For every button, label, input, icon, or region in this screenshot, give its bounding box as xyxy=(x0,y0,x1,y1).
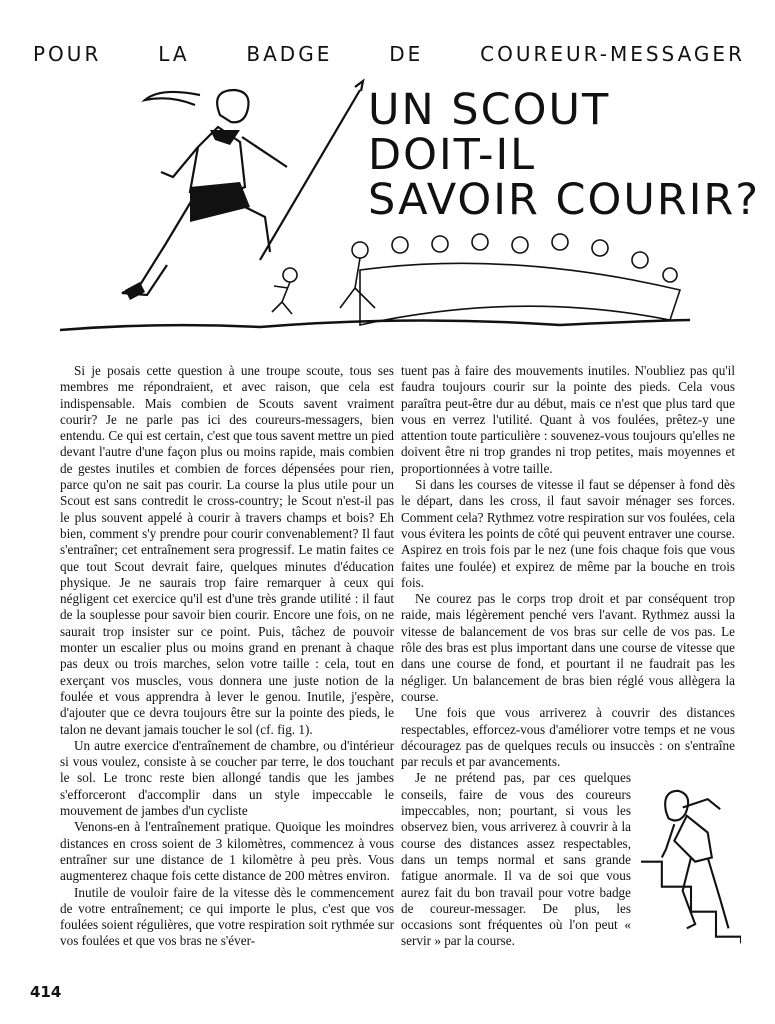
title-line: DOIT-IL xyxy=(368,130,537,180)
paragraph: Venons-en à l'entraînement pratique. Quoique les moindres distances en cross soient de 3 kilomètres, commencez à vous entraîner sur une distance de 1 kilomètre à peu près. Vous augmenterez chaque fois cette distance de 200 mètres environ. xyxy=(60,819,394,884)
header-word: DE xyxy=(389,42,424,66)
paragraph: Ne courez pas le corps trop droit et par conséquent trop raide, mais légèrement penché vers l'avant. Rythmez aussi la vitesse de balancement de vos bras sur celle de vos pas. Le rôle des bras est plus important dans une course de vitesse que dans une course de fond, et pourtant il ne faudrait pas les négliger. Un balancement de bras bien réglé vous allègera la course. xyxy=(401,591,735,704)
header-word: COUREUR-MESSAGER xyxy=(480,42,745,66)
running-crowd-illustration xyxy=(60,230,710,340)
title-line: UN SCOUT xyxy=(368,85,611,135)
article-column-right xyxy=(401,363,735,970)
header-word: LA xyxy=(158,42,190,66)
paragraph: Une fois que vous arriverez à couvrir des distances respectables, efforcez-vous d'améliorer votre temps et ne vous découragez pas de quelques reculs ou insuccès : on s'entraîne par reculs et par avancements. xyxy=(401,705,735,770)
header-word: POUR xyxy=(33,42,102,66)
paragraph: Un autre exercice d'entraînement de chambre, ou d'intérieur si vous voulez, consiste à se coucher par terre, le dos touchant le sol. Le tronc reste bien allongé tandis que les jambes s'efforceront d'accomplir dans un style impeccable le mouvement de jambes d'un cycliste xyxy=(60,737,394,819)
title-line: SAVOIR COURIR? xyxy=(368,175,761,225)
paragraph: Inutile de vouloir faire de la vitesse dès le commencement de votre entraînement; ce qui importe le plus, c'est que vos foulées soient régulières, que votre respiration soit rythmée sur vos foulées et que vos bras ne s'éver- xyxy=(60,884,394,949)
article-column-left xyxy=(60,363,394,950)
paragraph: Si je posais cette question à une troupe scoute, tous ses membres me répondraient, et avec raison, que cela est indispensable. Mais combien de Scouts savent vraiment courir? Je ne parle pas ici des coureurs-messagers, bien entendu. Ce qui est certain, c'est que tous savent mettre un pied devant l'autre d'une façon plus ou moins rapide, mais combien de gestes inutiles et combien de forces dépensées pour rien, parce qu'on ne sait pas courir. La course la plus utile pour un Scout est sans contredit le cross-country; le Scout n'est-il pas le plus souvent appelé à courir à travers champs et bois? Eh bien, comment s'y prendre pour courir convenablement? Il faut s'entraîner; cet entraînement sera progressif. Le matin faites ce que tout Scout devrait faire, quelques minutes d'éducation physique. Je ne saurais trop faire remarquer à ceux qui négligent cet exercice qu'il est d'une très grande utilité : il faut de la souplesse pour savoir bien courir. Encore une fois, on ne saurait trop insister sur ce point. Puis, tâchez de pouvoir monter un escalier plus ou moins grand en prenant à chaque pas deux ou trois marches, selon votre taille : cela, tout en exerçant vos muscles, vous donnera une juste notion de la foulée et vous apprendra à lever le genou. Inutile, j'espère, d'ajouter que ce devra toujours être sur la pointe des pieds, le talon ne devant jamais toucher le sol (cf. fig. 1). xyxy=(60,363,394,737)
header-word: BADGE xyxy=(246,42,333,66)
page-number: 414 xyxy=(30,983,62,1001)
paragraph: Je ne prétend pas, par ces quelques conseils, faire de vous des coureurs impeccables, non; pourtant, si vous les observez bien, vous arriverez à couvrir à la course des distances assez respectables, dans un temps normal et sans grande fatigue anormale. Il va de soi que vous aurez fait du bon travail pour votre badge de coureur-messager. De plus, les occasions sont fréquentes où l'on peut « servir » par la course. xyxy=(401,770,631,949)
paragraph: tuent pas à faire des mouvements inutiles. N'oubliez pas qu'il faudra toujours courir sur la pointe des pieds. Cela vous paraîtra peut-être dur au début, mais ce n'est que plus tard que vous en verrez l'utilité. Quant à vos foulées, prêtez-y une attention toute particulière : souvenez-vous toujours qu'elles ne doivent être ni trop grandes ni trop petites, mais moyennes et proportionnées à votre taille. xyxy=(401,363,735,476)
paragraph: Si dans les courses de vitesse il faut se dépenser à fond dès le départ, dans les cross, il faut savoir ménager ses forces. Comment cela? Rythmez votre respiration sur vos foulées, cela vous évitera les points de côté qui peuvent entraver une course. Aspirez en trois fois par le nez (une fois chaque fois que vous faites une foulée) et expirez de même par la bouche en trois fois. xyxy=(401,477,735,590)
stair-runner-figure xyxy=(641,770,741,970)
section-header xyxy=(33,42,745,66)
page-title xyxy=(368,85,761,225)
